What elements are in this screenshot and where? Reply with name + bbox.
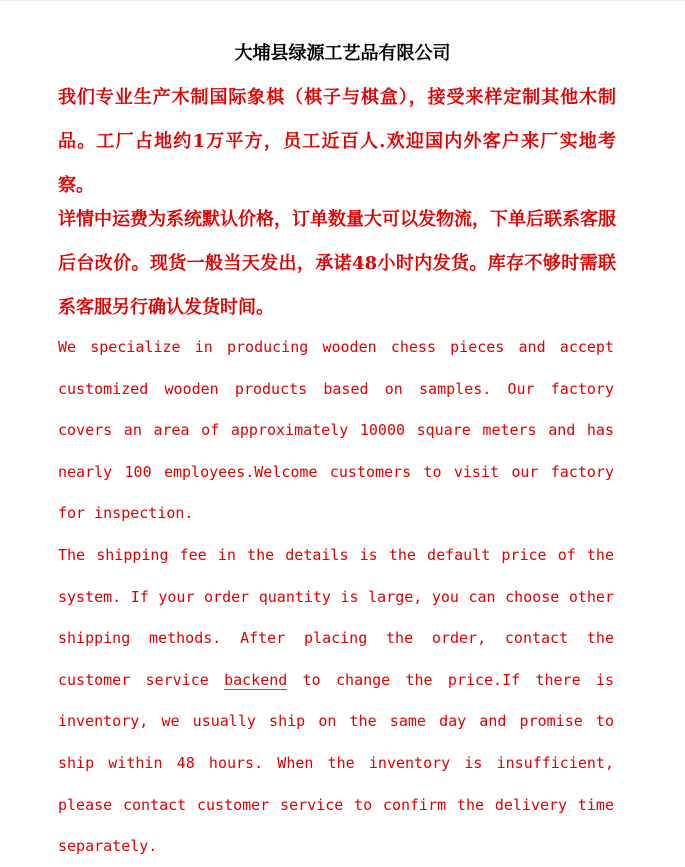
english-shipping-paragraph <box>58 535 614 867</box>
english-shipping-text-part2: to change the price.If there is inventory, we usually ship on the same day and promise to ship within 48 hours. When the inventory is insufficient, please contact customer service to confirm the delivery time separately. <box>58 670 614 856</box>
english-intro-paragraph: We specialize in producing wooden chess pieces and accept customized wooden products based on samples. Our factory covers an area of approximately 10000 square meters and has nearly 100 employees.Welcome customers to visit our factory for inspection. <box>58 338 614 523</box>
top-divider <box>0 0 685 1</box>
chinese-shipping-paragraph: 详情中运费为系统默认价格，订单数量大可以发物流，下单后联系客服后台改价。现货一般当天发出，承诺48小时内发货。库存不够时需联系客服另行确认发货时间。 <box>58 209 616 318</box>
company-title: 大埔县绿源工艺品有限公司 <box>234 43 451 64</box>
backend-underlined-word: backend <box>224 670 288 689</box>
english-shipping-text-part1: The shipping fee in the details is the default price of the system. If your order quantity is large, you can choose other shipping methods. After placing the order, contact the customer service <box>58 546 614 689</box>
chinese-intro-paragraph: 我们专业生产木制国际象棋（棋子与棋盒），接受来样定制其他木制品。工厂占地约1万平方，员工近百人.欢迎国内外客户来厂实地考察。 <box>58 87 616 196</box>
